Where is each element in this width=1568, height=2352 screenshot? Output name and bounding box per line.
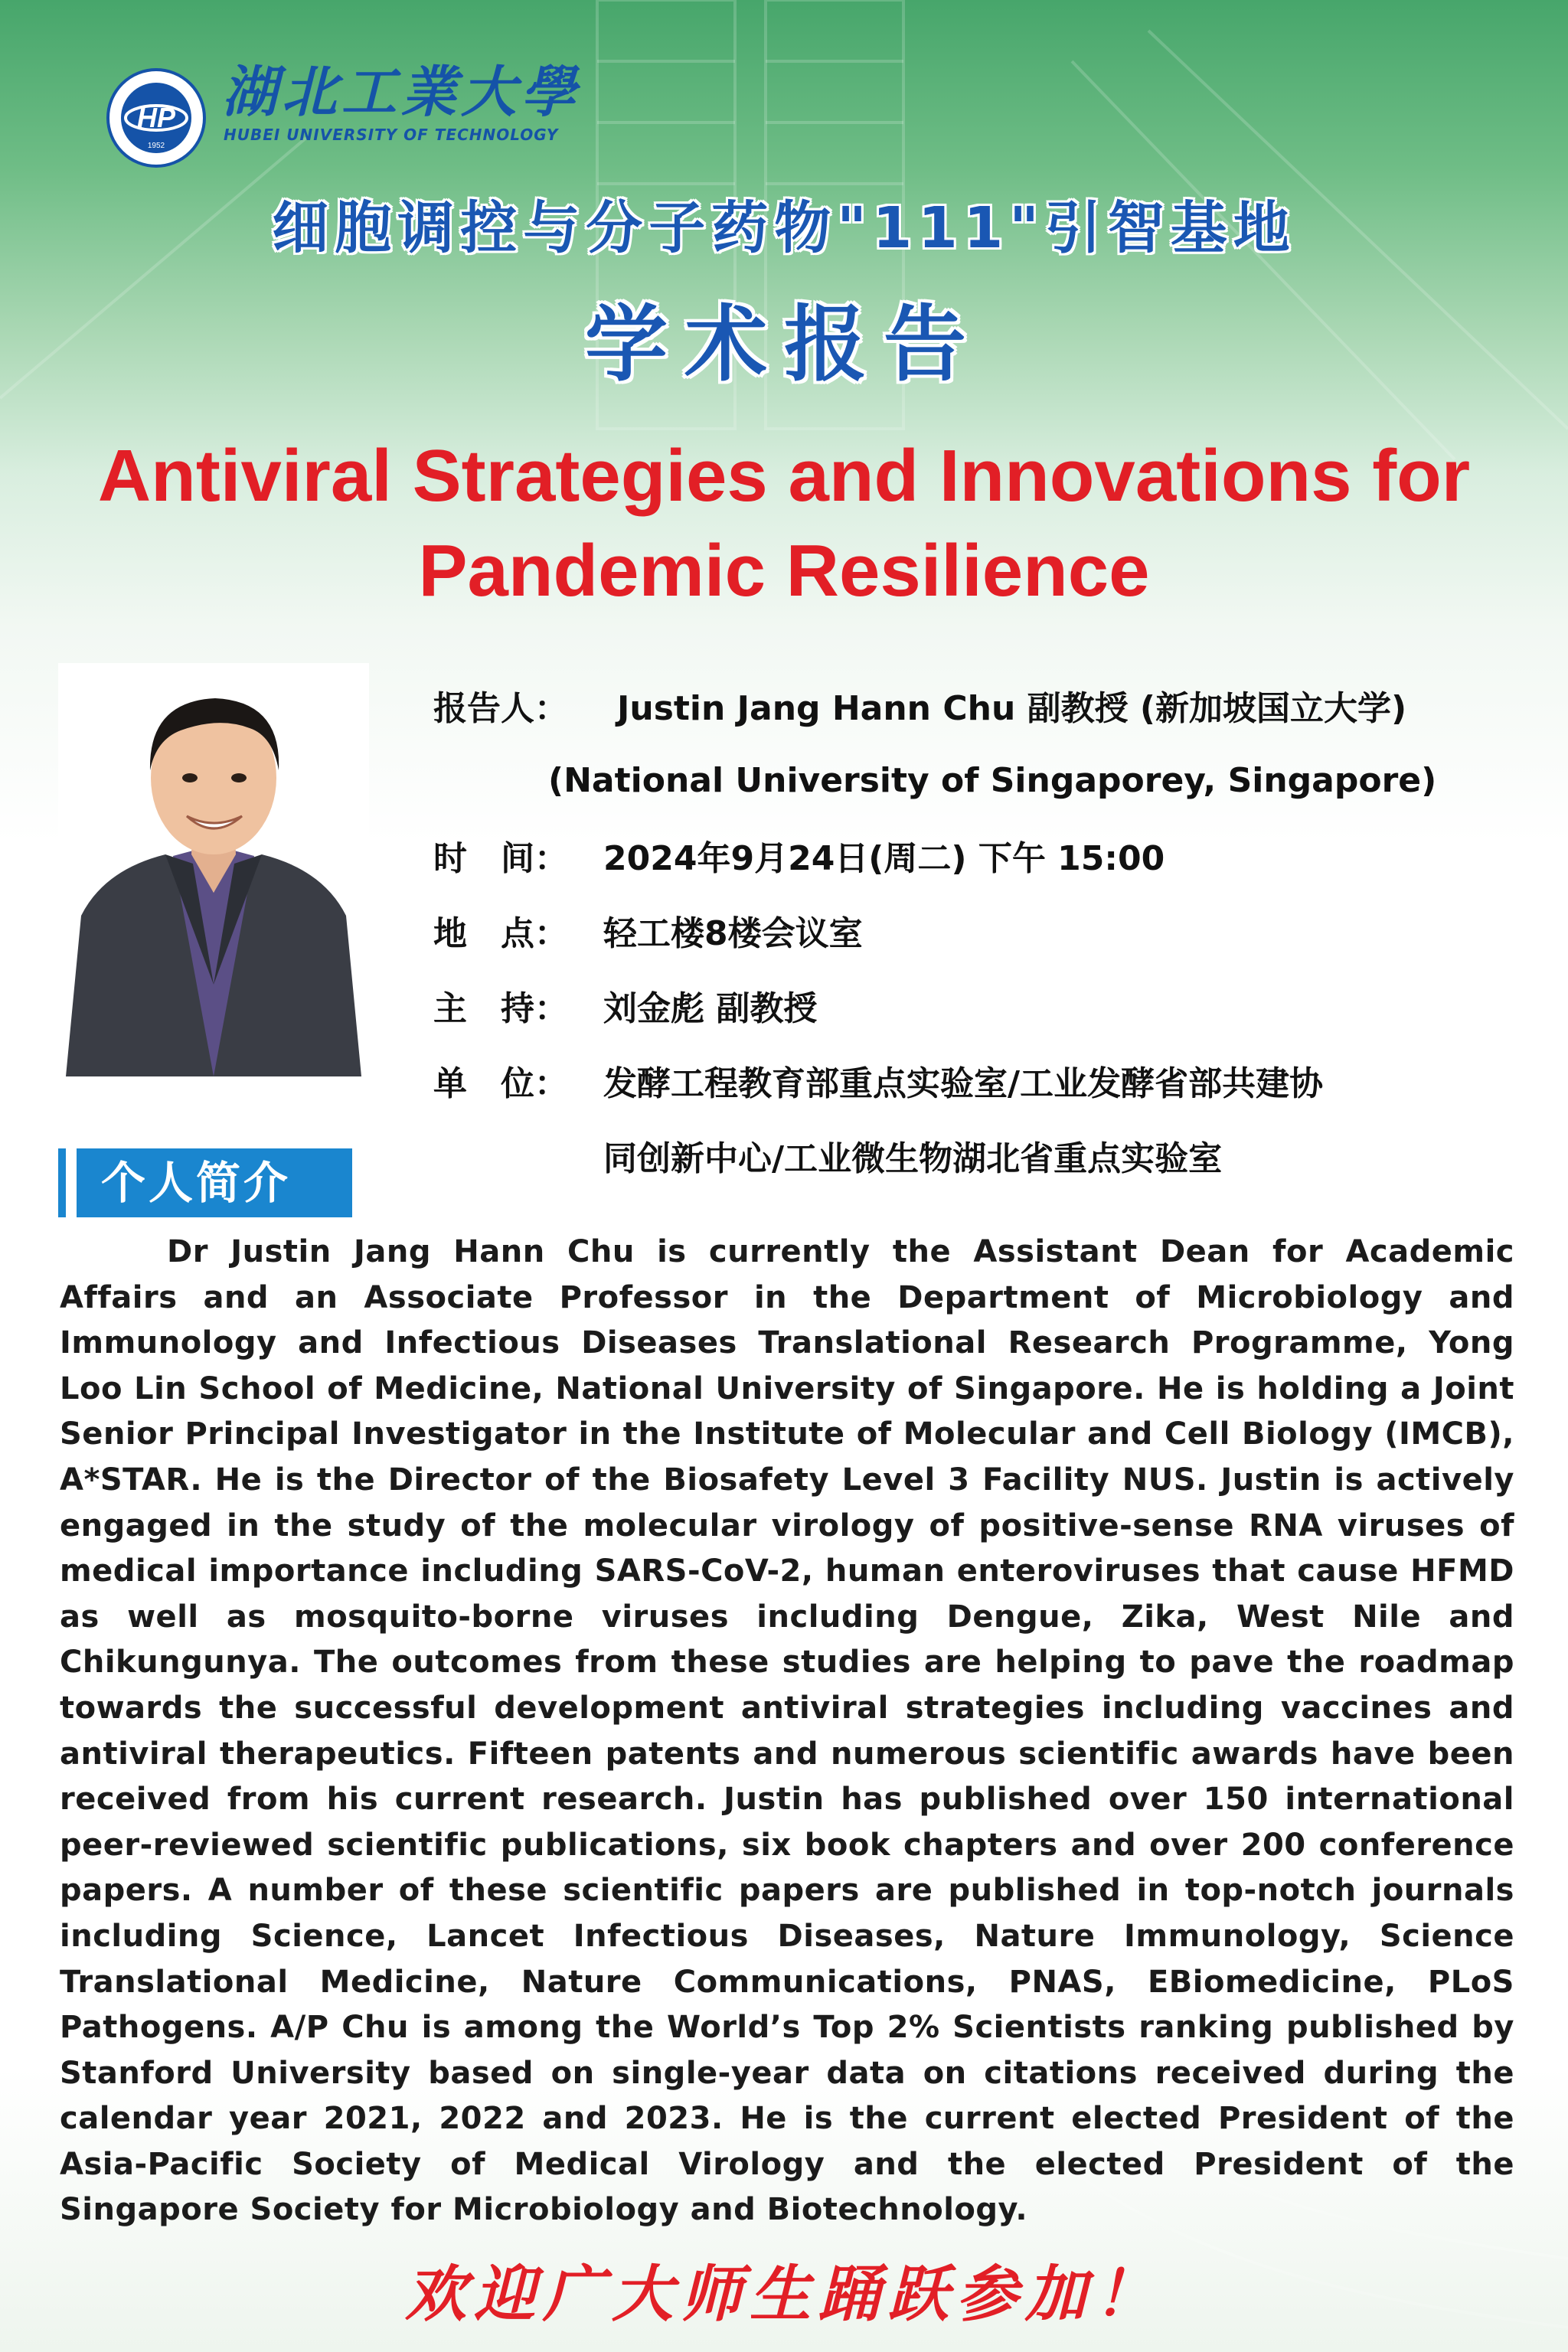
university-emblem-icon <box>106 67 207 168</box>
speaker-affiliation: (National University of Singaporey, Singapore) <box>548 760 1437 800</box>
bio-heading: 个人简介 <box>77 1148 352 1217</box>
svg-text:HP: HP <box>136 102 176 133</box>
university-name-cn: 湖北工業大學 <box>222 59 581 124</box>
location-row <box>433 893 1536 968</box>
bio-text: Dr Justin Jang Hann Chu is currently the Assistant Dean for Academic Affairs and an Associate Professor in the Department of Microbiology and Immunology and Infectious Diseases Translational Research Programme, Yong Loo Lin School of Medicine, National University of Singapore. He is holding a Joint Senior Principal Investigator in the Institute of Molecular and Cell Biology (IMCB), A*STAR. He is the Director of the Biosafety Level 3 Facility NUS. Justin is actively engaged in the study of the molecular virology of positive-sense RNA viruses of medical importance including SARS-CoV-2, human enteroviruses that cause HFMD as well as mosquito-borne viruses including Dengue, Zika, West Nile and Chikungunya. The outcomes from these studies are helping to pave the roadmap towards the successful development antiviral strategies including vaccines and antiviral therapeutics. Fifteen patents and numerous scientific awards have been received from his current research. Justin has published over 150 international peer-reviewed scientific publications, six book chapters and over 200 conference papers. A number of these scientific papers are published in top-notch journals including Science, Lancet Infectious Diseases, Nature Immunology, Science Translational Medicine, Nature Communications, PNAS, EBiomedicine, PLoS Pathogens. A/P Chu is among the World’s Top 2% Scientists ranking published by Stanford University based on single-year data on citations received during the calendar year 2021, 2022 and 2023. He is the current elected President of the Asia-Pacific Society of Medical Virology and the elected President of the Singapore Society for Microbiology and Biotechnology. <box>60 1234 1514 2228</box>
speaker-portrait-icon <box>58 663 369 1076</box>
unit-row <box>433 1043 1536 1118</box>
location-value: 轻工楼8楼会议室 <box>603 914 863 953</box>
report-title-cn: 学术报告 <box>584 297 983 393</box>
unit-label: 单 位： <box>433 1064 568 1103</box>
emblem-year: 1952 <box>147 142 165 150</box>
talk-info <box>433 668 1536 1193</box>
speaker-label: 报告人： <box>433 689 568 728</box>
speaker-affiliation-row <box>433 743 1536 818</box>
time-label: 时 间： <box>433 839 568 878</box>
title-en-line-1: Antiviral Strategies and Innovations for <box>97 435 1471 517</box>
welcome-slogan: 欢迎广大师生踊跃参加！ <box>405 2258 1163 2330</box>
speaker-photo <box>58 663 369 1076</box>
title-en-line-2: Pandemic Resilience <box>418 530 1150 612</box>
university-name-en: HUBEI UNIVERSITY OF TECHNOLOGY <box>224 126 559 144</box>
host-label: 主 持： <box>433 989 568 1028</box>
location-label: 地 点： <box>433 914 568 953</box>
unit-value-line-1: 发酵工程教育部重点实验室/工业发酵省部共建协 <box>603 1064 1324 1103</box>
unit-value-line-2: 同创新中心/工业微生物湖北省重点实验室 <box>603 1139 1223 1178</box>
host-row <box>433 968 1536 1043</box>
host-value: 刘金彪 副教授 <box>603 989 818 1028</box>
section-heading-accent <box>58 1148 66 1217</box>
base-subtitle: 细胞调控与分子药物"111"引智基地 <box>272 195 1296 261</box>
report-title-en <box>46 429 1522 619</box>
time-value: 2024年9月24日(周二) 下午 15:00 <box>603 839 1165 878</box>
unit-continuation-row <box>433 1118 1536 1193</box>
speaker-row <box>433 668 1536 743</box>
speaker-value: Justin Jang Hann Chu 副教授 (新加坡国立大学) <box>617 689 1407 728</box>
time-row <box>433 818 1536 893</box>
